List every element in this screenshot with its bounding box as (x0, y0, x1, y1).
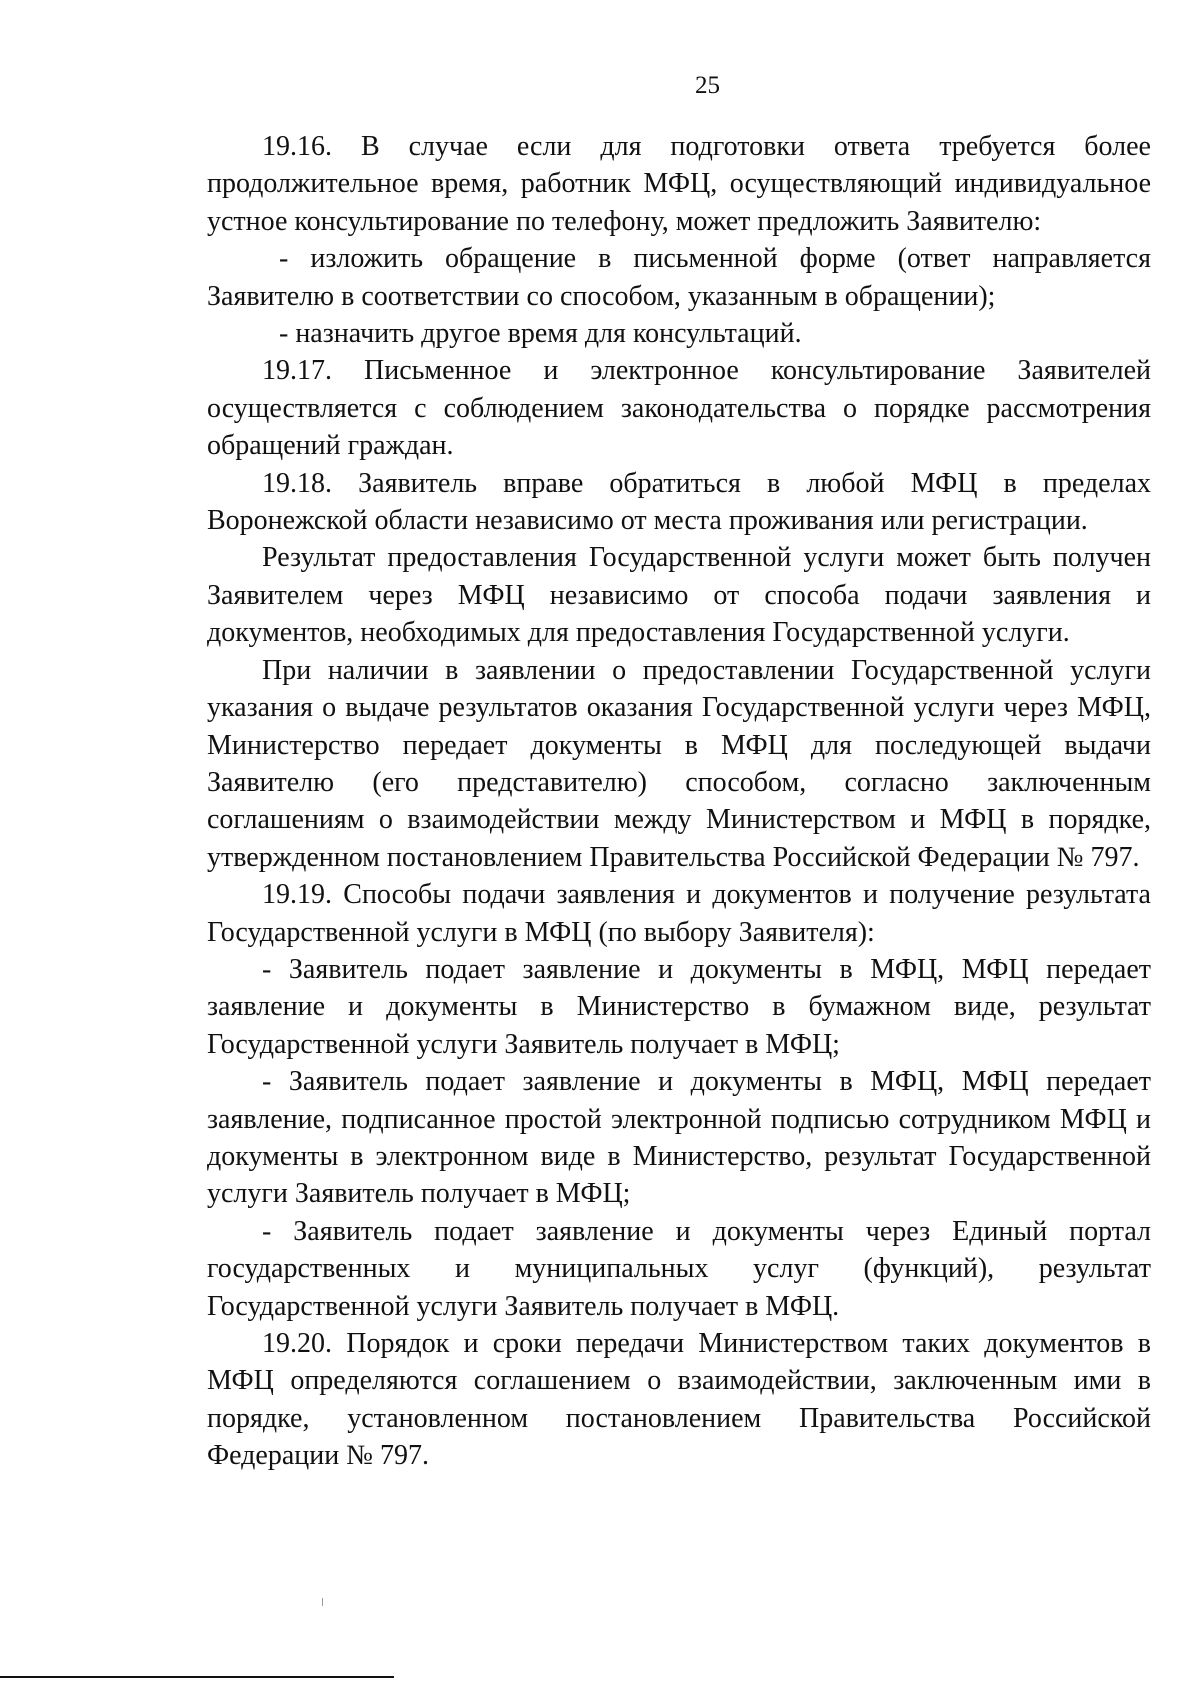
list-item-electronic: - Заявитель подает заявление и документы в МФЦ, МФЦ передает заявление, подписанное простой электронной подписью сотрудником МФЦ и документы в электронном виде в Министерство, результат Государственной услуги Заявитель получает в МФЦ; (207, 1066, 1151, 1210)
scan-artifact (322, 1598, 323, 1606)
list-item-written-form: - изложить обращение в письменной форме (ответ направляется Заявителю в соответствии со способом, указанным в обращении); (207, 243, 1151, 312)
paragraph-result: Результат предоставления Государственной услуги может быть получен Заявителем через МФЦ независимо от способа подачи заявления и документов, необходимых для предоставления Государственной услуги. (207, 542, 1151, 649)
footnote-divider (0, 1676, 394, 1678)
paragraph-19-16: 19.16. В случае если для подготовки ответа требуется более продолжительное время, работник МФЦ, осуществляющий индивидуальное устное консультирование по телефону, может предложить Заявителю: (207, 131, 1151, 237)
paragraph-19-20: 19.20. Порядок и сроки передачи Министерством таких документов в МФЦ определяются соглашением о взаимодействии, заключенным ими в порядке, установленном постановлением Правительства Российской Федерации № 797. (207, 1328, 1151, 1472)
paragraph-delivery: При наличии в заявлении о предоставлении Государственной услуги указания о выдаче результатов оказания Государственной услуги через МФЦ, Министерство передает документы в МФЦ для последующей выдачи Заявителю (его представителю) способом, согласно заключенным соглашениям о взаимодействии между Министерством и МФЦ в порядке, утвержденном постановлением Правительства Российской Федерации № 797. (207, 654, 1151, 873)
page-number: 25 (695, 72, 720, 99)
paragraph-19-18: 19.18. Заявитель вправе обратиться в любой МФЦ в пределах Воронежской области независимо от места проживания или регистрации. (207, 467, 1151, 537)
list-item-other-time: - назначить другое время для консультаций. (279, 318, 802, 350)
paragraph-19-17: 19.17. Письменное и электронное консультирование Заявителей осуществляется с соблюдением законодательства о порядке рассмотрения обращений граждан. (207, 355, 1151, 462)
document-body (207, 128, 1151, 1475)
list-item-paper: - Заявитель подает заявление и документы в МФЦ, МФЦ передает заявление и документы в Министерство в бумажном виде, результат Государственной услуги Заявитель получает в МФЦ; (207, 953, 1151, 1060)
list-item-portal: - Заявитель подает заявление и документы через Единый портал государственных и муниципальных услуг (функций), результат Государственной услуги Заявитель получает в МФЦ. (207, 1215, 1151, 1322)
paragraph-19-19: 19.19. Способы подачи заявления и документов и получение результата Государственной услуги в МФЦ (по выбору Заявителя): (207, 879, 1151, 948)
